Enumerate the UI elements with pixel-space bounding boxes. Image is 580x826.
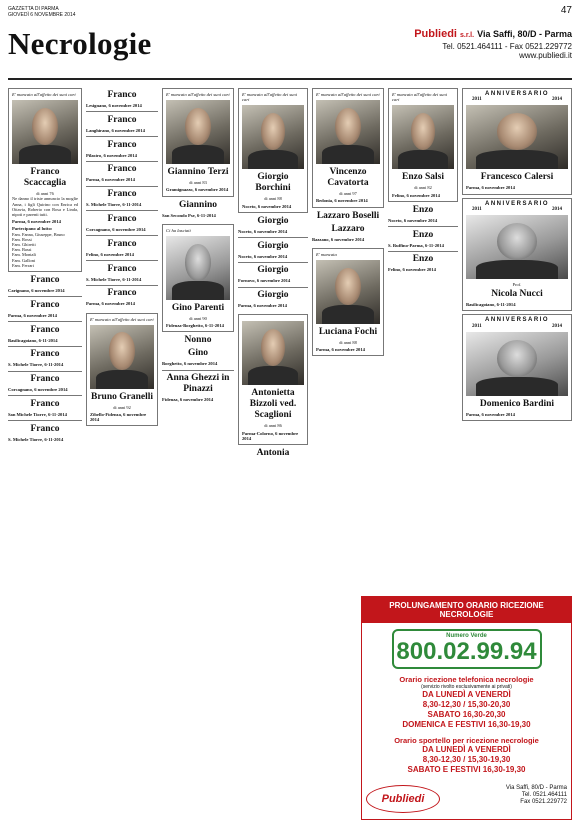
promo-heading-1: Orario ricezione telefonica necrologie <box>399 675 534 684</box>
publiedi-logo <box>402 28 572 60</box>
notice-name: Anna Ghezzi in Pinazzi <box>166 373 230 395</box>
notice-lead: E' mancato all'affetto dei suoi cari <box>166 92 230 97</box>
publication-name: GAZZETTA DI PARMA <box>8 6 59 12</box>
notice-name: Franco <box>30 399 60 410</box>
footer-logo: Publiedi <box>366 785 440 813</box>
promo-hours: DA LUNEDÌ A VENERDÌ <box>422 745 511 754</box>
notice-scaccaglia <box>8 88 82 272</box>
notice-name: Franco <box>30 275 60 286</box>
photo-cavatorta <box>316 100 380 164</box>
notice-name: Franco <box>107 164 137 175</box>
column-4 <box>238 88 308 822</box>
notice-lead: Ci ha lasciati <box>166 227 191 233</box>
notice-place: Noceto, 6 novembre 2014 <box>238 228 288 234</box>
anniversary-label: ANNIVERSARIO <box>484 91 549 97</box>
list-item: Fam. Fanna, Giuseppe, Bruno <box>12 231 65 237</box>
deceased-age: di anni 90 <box>189 316 207 322</box>
notice-place: San Secondo Pse, 6-11-2014 <box>162 212 216 218</box>
notice-lead: E' mancato all'affetto dei suoi cari <box>242 92 298 103</box>
notice-place: Noceto, 6 novembre 2014 <box>238 253 288 259</box>
notice-place: S. Michele Tiorre, 6-11-2014 <box>86 276 142 282</box>
notice-place: Parma, 6 novembre 2014 <box>466 185 515 191</box>
notice-name: Franco <box>107 189 137 200</box>
notice-place: Bedonia, 6 novembre 2014 <box>316 198 368 204</box>
notice-place: Corcagnano, 6 novembre 2014 <box>86 226 146 232</box>
notice-name: Enzo <box>412 229 434 240</box>
notice-place: Fornovo, 6 novembre 2014 <box>238 278 291 284</box>
anniversary-nucci <box>462 198 572 312</box>
notice-place: Felino, 6 novembre 2014 <box>86 251 134 257</box>
notice-place: Parma, 6 novembre 2014 <box>86 301 135 307</box>
notice-lead: Prof. <box>512 282 522 288</box>
list-item: Fam. Rossi <box>12 236 32 242</box>
deceased-age: di anni 92 <box>113 404 131 410</box>
notice-name: Giorgio <box>257 290 289 301</box>
green-number-box <box>392 629 542 669</box>
notice-fochi <box>312 248 384 357</box>
notice-place: Fidenza-Borghetto, 6-11-2014 <box>166 323 224 329</box>
photo-salsi <box>392 105 454 169</box>
notice-place: Felino, 6 novembre 2014 <box>392 192 440 198</box>
notice-place: Borghetto, 6 novembre 2014 <box>162 361 218 367</box>
deceased-name: Bruno Granelli <box>90 391 154 402</box>
logo-phones: Tel. 0521.464111 - Fax 0521.229772 <box>442 42 572 51</box>
list-item: Fam. Bassi <box>12 247 32 253</box>
photo-granelli <box>90 325 154 389</box>
list-item: Fam. Ghiretti <box>12 242 36 248</box>
column-2 <box>86 88 158 822</box>
notice-place: San Michele Tiorre, 6-11-2014 <box>8 412 67 418</box>
footer-fax: Fax 0521.229772 <box>520 799 567 805</box>
notice-place: Lesignano, 6 novembre 2014 <box>86 103 142 108</box>
deceased-age: di anni 97 <box>339 191 357 197</box>
column-7 <box>462 88 572 588</box>
notice-name: Enzo <box>412 254 434 265</box>
notice-name: Franco <box>30 324 60 335</box>
notice-name: Franco <box>107 288 137 299</box>
notice-name: Lazzaro <box>331 223 365 234</box>
promo-footer <box>366 783 567 815</box>
notice-place: Parma, 6 novembre 2014 <box>86 177 135 183</box>
deceased-name: Nicola Nucci <box>491 289 543 300</box>
promo-hours: 8,30-12,30 / 15,30-20,30 <box>422 700 511 709</box>
notice-name: Franco <box>107 238 137 249</box>
deceased-age: di anni 88 <box>264 196 282 202</box>
notice-salsi <box>388 88 458 202</box>
footer-address: Via Saffi, 80/D - Parma <box>505 785 567 791</box>
notice-name: Franco <box>30 299 60 310</box>
deceased-name: Giannino Terzi <box>167 167 229 178</box>
deceased-name: Giorgio Borchini <box>255 172 291 194</box>
footer-tel: Tel. 0521.464111 <box>521 792 567 798</box>
promo-box <box>361 596 572 820</box>
notice-place: Noceto, 6 novembre 2014 <box>388 217 438 223</box>
deceased-age: di anni 82 <box>414 185 432 191</box>
notice-name: Franco <box>107 90 137 100</box>
publication-line <box>8 6 76 18</box>
promo-subtitle: (servizio rivolto esclusivamente ai privati) <box>421 684 512 690</box>
year-start: 2011 <box>472 97 482 103</box>
promo-hours: DA LUNEDÌ A VENERDÌ <box>422 690 511 699</box>
photo-borchini <box>242 105 304 169</box>
section-header <box>8 20 572 84</box>
notice-lead: E' mancato all'affetto dei suoi cari <box>316 92 380 97</box>
notice-cavatorta <box>312 88 384 208</box>
notice-place: Pilastro, 6 novembre 2014 <box>86 152 137 158</box>
notice-lead: E' mancato all'affetto dei suoi cari <box>392 92 448 103</box>
notice-name: Franco <box>107 213 137 224</box>
list-title: Partecipano al lutto: <box>12 226 53 232</box>
photo-scaccaglia <box>12 100 78 164</box>
notice-name: Lazzaro Boselli <box>316 210 380 221</box>
notice-borchini <box>238 88 308 213</box>
notice-place: S. Michele Tiorre, 6-11-2014 <box>86 202 142 208</box>
notice-name: Franco <box>107 139 137 150</box>
year-end: 2014 <box>552 206 562 212</box>
notice-name: Franco <box>30 423 60 434</box>
photo-fochi <box>316 260 380 324</box>
deceased-name: Antonietta Bizzoli ved. Scaglioni <box>249 388 297 421</box>
notice-place: Bazzano, 6 novembre 2014 <box>312 236 365 242</box>
photo-parenti <box>166 236 230 300</box>
notice-terzi <box>162 88 234 197</box>
year-end: 2014 <box>552 97 562 103</box>
deceased-name: Vincenzo Cavatorta <box>327 167 369 189</box>
notice-name: Nonno <box>184 335 212 346</box>
notice-place: S. Michele Tiorre, 6-11-2014 <box>8 436 64 442</box>
notice-name: Giannino <box>178 199 218 210</box>
deceased-name: Francesco Calersi <box>480 172 554 183</box>
notice-place: Basilicagoiano, 6-11-2014 <box>8 337 58 343</box>
notice-name: Giorgio <box>257 265 289 276</box>
anniversary-label: ANNIVERSARIO <box>484 200 549 207</box>
notice-place: Parma, 6 novembre 2014 <box>466 411 515 417</box>
section-title: Necrologie <box>8 26 152 61</box>
deceased-name: Franco Scaccaglia <box>23 167 67 189</box>
photo-terzi <box>166 100 230 164</box>
notice-name: Gino <box>187 348 209 359</box>
notice-place: Zibello-Fidenza, 6 novembre 2014 <box>90 411 147 423</box>
notice-name: Giorgio <box>257 215 289 226</box>
notice-place: S. Ruffino-Parma, 6-11-2014 <box>388 242 444 248</box>
notice-lead: E' mancato all'affetto dei suoi cari <box>12 92 76 97</box>
anniversary-calersi <box>462 88 572 195</box>
notice-place: Parma, 6 novembre 2014 <box>316 347 365 353</box>
notice-place: Carignano, 6 novembre 2014 <box>8 288 65 294</box>
notice-lead: E' mancato all'affetto dei suoi cari <box>90 316 154 322</box>
deceased-age: di anni 76 <box>36 191 54 197</box>
logo-brand: Publiedi <box>414 28 457 40</box>
year-end: 2014 <box>552 323 562 329</box>
notice-place: S. Michele Tiorre, 6-11-2014 <box>8 362 64 368</box>
notice-name: Franco <box>107 263 137 274</box>
notice-parenti <box>162 224 234 333</box>
deceased-age: di anni 86 <box>264 423 282 429</box>
publication-date: GIOVEDÌ 6 NOVEMBRE 2014 <box>8 12 76 18</box>
column-5 <box>312 88 384 588</box>
anniversary-bardini <box>462 314 572 421</box>
year-start: 2011 <box>472 206 482 212</box>
year-start: 2011 <box>472 323 482 329</box>
notice-granelli <box>86 313 158 427</box>
logo-suffix: s.r.l. <box>460 32 475 39</box>
page-number: 47 <box>560 5 572 16</box>
notice-place: Parma, 6 novembre 2014 <box>12 219 61 225</box>
deceased-name: Domenico Bardini <box>479 398 555 409</box>
header-rule <box>8 78 572 80</box>
notice-name: Franco <box>30 374 60 385</box>
notice-name: Antonia <box>256 448 290 459</box>
notice-place: Langhirano, 6 novembre 2014 <box>86 127 145 133</box>
notice-name: Enzo <box>412 204 434 215</box>
notice-place: Corcagnano, 6 novembre 2014 <box>8 387 68 393</box>
notice-place: Parma-Colorno, 6 novembre 2014 <box>242 430 299 441</box>
notice-place: Parma, 6 novembre 2014 <box>8 312 57 318</box>
notice-bizzoli <box>238 314 308 445</box>
notice-place: Gramignazzo, 6 novembre 2014 <box>166 187 229 193</box>
list-item: Fam. Galloni <box>12 257 36 263</box>
green-label: Numero Verde <box>446 633 487 639</box>
deceased-name: Gino Parenti <box>171 303 225 314</box>
list-item: Fam. Ferrari <box>12 262 34 268</box>
photo-nucci <box>466 215 568 279</box>
column-3 <box>162 88 234 822</box>
notice-lead: E' mancata <box>316 251 337 257</box>
photo-bizzoli <box>242 321 304 385</box>
phone-number[interactable]: 800.02.99.94 <box>396 638 537 665</box>
notice-place: Fidenza, 6 novembre 2014 <box>162 397 214 403</box>
column-1 <box>8 88 82 822</box>
notice-place: Parma, 6 novembre 2014 <box>238 303 287 309</box>
deceased-age: di anni 88 <box>339 340 357 346</box>
notice-place: Basilicagoiano, 6-11-2014 <box>466 302 516 308</box>
deceased-name: Luciana Fochi <box>318 327 378 338</box>
anniversary-label: ANNIVERSARIO <box>484 317 549 324</box>
list-item: Fam. Montali <box>12 252 36 258</box>
logo-address: Via Saffi, 80/D - Parma <box>477 29 572 39</box>
promo-band: PROLUNGAMENTO ORARIO RICEZIONE NECROLOGIE <box>362 597 571 623</box>
promo-hours: SABATO E FESTIVI 16,30-19,30 <box>407 765 526 774</box>
notice-text: Ne danno il triste annuncio la moglie Anna, i figli Quirino con Enrica ed Ottavia, Roberto con Rosa e Linda, nipoti e parenti tutti. <box>12 196 78 218</box>
logo-web: www.publiedi.it <box>519 51 572 60</box>
promo-heading-2: Orario sportello per ricezione necrologie <box>394 736 539 745</box>
photo-calersi <box>466 105 568 169</box>
top-bar <box>8 6 572 18</box>
notice-place: Felino, 6 novembre 2014 <box>388 267 436 273</box>
notice-place: Noceto, 6 novembre 2014 <box>242 203 292 209</box>
deceased-name: Enzo Salsi <box>402 172 444 183</box>
promo-hours: 8,30-12,30 / 15,30-19,30 <box>422 755 511 764</box>
promo-hours: SABATO 16,30-20,30 <box>427 710 506 719</box>
notice-name: Giorgio <box>257 240 289 251</box>
photo-bardini <box>466 332 568 396</box>
notice-name: Franco <box>30 349 60 360</box>
column-6 <box>388 88 458 588</box>
notice-name: Franco <box>107 114 137 125</box>
promo-hours: DOMENICA E FESTIVI 16,30-19,30 <box>402 720 531 729</box>
deceased-age: di anni 83 <box>189 180 207 186</box>
